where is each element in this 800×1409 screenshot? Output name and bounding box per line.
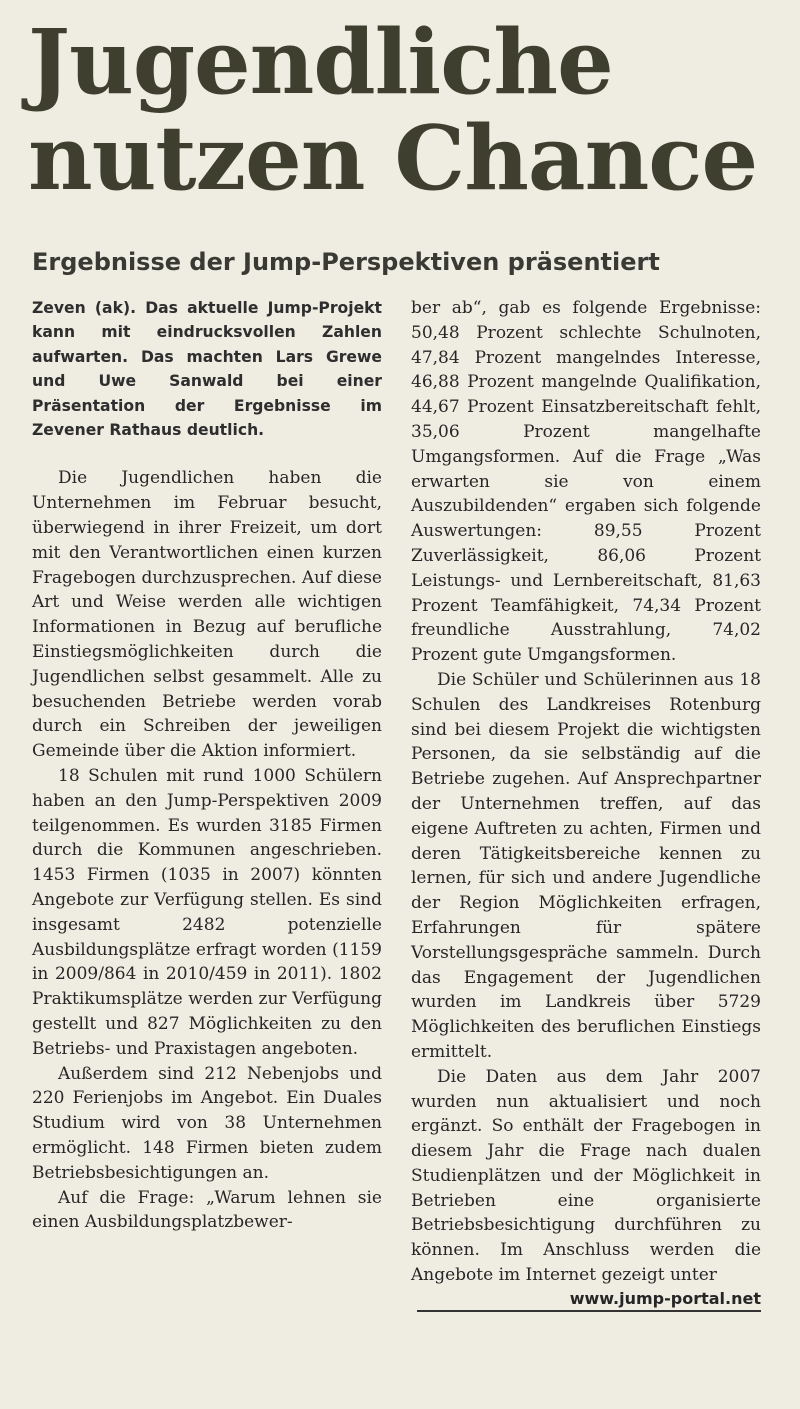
column-right xyxy=(411,296,761,1312)
subheadline: Ergebnisse der Jump-Perspektiven präsentiert xyxy=(32,248,660,276)
lead-paragraph: Zeven (ak). Das aktuelle Jump-Projekt kann mit eindrucksvollen Zahlen aufwarten. Das machten Lars Grewe und Uwe Sanwald bei einer Präsentation der Ergebnisse im Zevener Rathaus deutlich. xyxy=(32,299,382,440)
headline-line-2: nutzen Chance xyxy=(28,105,758,210)
body-paragraph: 18 Schulen mit rund 1000 Schülern haben an den Jump-Perspektiven 2009 teilgenommen. Es wurden 3185 Firmen durch die Kommunen angeschrieben. 1453 Firmen (1035 in 2007) könnten Angebote zur Verfügung stellen. Es sind insgesamt 2482 potenzielle Ausbildungsplätze erfragt worden (1159 in 2009/864 in 2010/459 in 2011). 1802 Praktikumsplätze werden zur Verfügung gestellt und 827 Möglichkeiten zu den Betriebs- und Praxistagen angeboten. xyxy=(32,766,382,1059)
website-link[interactable]: www.jump-portal.net xyxy=(417,1288,761,1312)
headline-line-1: Jugendliche xyxy=(28,9,613,114)
spacer xyxy=(32,442,382,466)
body-paragraph: Die Daten aus dem Jahr 2007 wurden nun aktualisiert und noch ergänzt. So enthält der Fragebogen in diesem Jahr die Frage nach dualen Studienplätzen und der Möglichkeit in Betrieben eine organisierte Betriebsbesichtigung durchführen zu können. Im Anschluss werden die Angebote im Internet gezeigt unter xyxy=(411,1066,761,1286)
body-paragraph: ber ab“, gab es folgende Ergebnisse: 50,48 Prozent schlechte Schulnoten, 47,84 Prozent mangelndes Interesse, 46,88 Prozent mangelnde Qualifikation, 44,67 Prozent Einsatzbereitschaft fehlt, 35,06 Prozent mangelhafte Umgangsformen. Auf die Frage „Was erwarten sie von einem Auszubildenden“ ergaben sich folgende Auswertungen: 89,55 Prozent Zuverlässigkeit, 86,06 Prozent Leistungs- und Lernbereitschaft, 81,63 Prozent Teamfähigkeit, 74,34 Prozent freundliche Ausstrahlung, 74,02 Prozent gute Umgangsformen. xyxy=(411,298,761,666)
body-paragraph: Auf die Frage: „Warum lehnen sie einen Ausbildungsplatzbewer- xyxy=(32,1187,382,1233)
url-line xyxy=(411,1288,761,1312)
body-paragraph: Die Schüler und Schülerinnen aus 18 Schulen des Landkreises Rotenburg sind bei diesem Projekt die wichtigsten Personen, da sie selbständig auf die Betriebe zugehen. Auf Ansprechpartner der Unternehmen treffen, auf das eigene Auftreten zu achten, Firmen und deren Tätigkeitsbereiche kennen zu lernen, für sich und andere Jugendliche der Region Möglichkeiten erfragen, Erfahrungen für spätere Vorstellungsgespräche sammeln. Durch das Engagement der Jugendlichen wurden im Landkreis über 5729 Möglichkeiten des beruflichen Einstiegs ermittelt. xyxy=(411,669,761,1062)
column-left xyxy=(32,296,382,1235)
body-paragraph: Außerdem sind 212 Nebenjobs und 220 Ferienjobs im Angebot. Ein Duales Studium wird von 38 Unternehmen ermöglicht. 148 Firmen bieten zudem Betriebsbesichtigungen an. xyxy=(32,1063,382,1183)
body-paragraph: Die Jugendlichen haben die Unternehmen im Februar besucht, überwiegend in ihrer Freizeit, um dort mit den Verantwortlichen einen kurzen Fragebogen durchzusprechen. Auf diese Art und Weise werden alle wichtigen Informationen in Bezug auf berufliche Einstiegsmöglichkeiten durch die Jugendlichen selbst gesammelt. Alle zu besuchenden Betriebe werden vorab durch ein Schreiben der jeweiligen Gemeinde über die Aktion informiert. xyxy=(32,468,382,762)
headline xyxy=(28,9,788,210)
